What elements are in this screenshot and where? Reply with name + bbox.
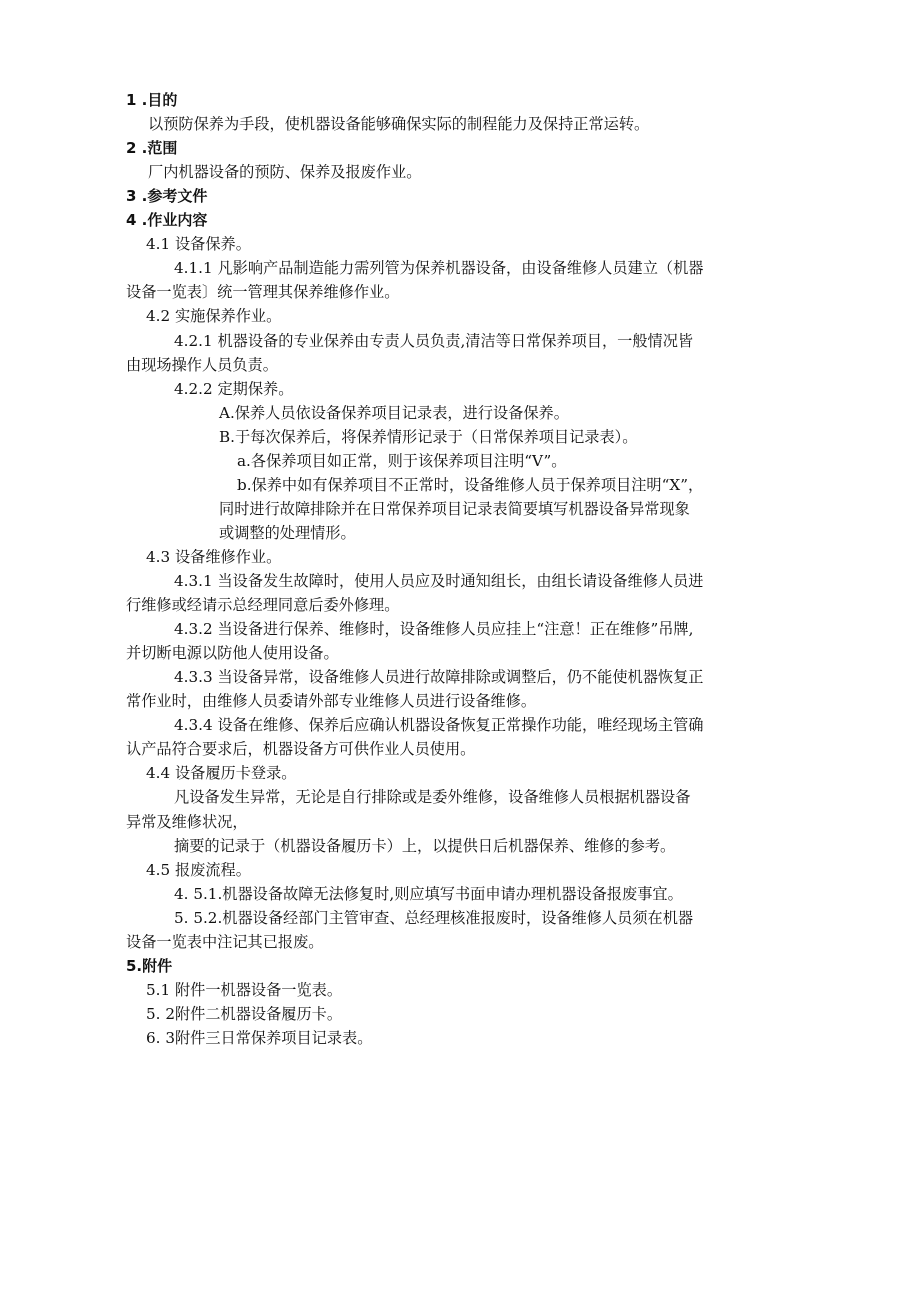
paragraph-line: 4.5 报废流程。 — [146, 861, 251, 879]
paragraph-line: 4.3.3 当设备异常，设备维修人员进行故障排除或调整后，仍不能使机器恢复正 — [174, 668, 704, 686]
paragraph-line: 设备一览表〕统一管理其保养维修作业。 — [126, 283, 400, 301]
paragraph-line: b.保养中如有保养项目不正常时，设备维修人员于保养项目注明“X”， — [237, 476, 704, 494]
paragraph-line: 4.3.4 设备在维修、保养后应确认机器设备恢复正常操作功能，唯经现场主管确 — [174, 716, 704, 734]
paragraph-line: 4.3.2 当设备进行保养、维修时，设备维修人员应挂上“注意！正在维修”吊牌, — [174, 620, 694, 638]
paragraph-line: 4.4 设备履历卡登录。 — [146, 764, 297, 782]
paragraph-line: 以预防保养为手段，使机器设备能够确保实际的制程能力及保持正常运转。 — [148, 115, 650, 133]
paragraph-line: 设备一览表中注记其已报废。 — [126, 933, 324, 951]
paragraph-line: 常作业时，由维修人员委请外部专业维修人员进行设备维修。 — [126, 692, 537, 710]
paragraph-line: 4.1 设备保养。 — [146, 235, 251, 253]
paragraph-line: B.于每次保养后，将保养情形记录于（日常保养项目记录表）。 — [219, 428, 638, 446]
paragraph-line: 4.3 设备维修作业。 — [146, 548, 282, 566]
paragraph-line: 4.1.1 凡影响产品制造能力需列管为保养机器设备，由设备维修人员建立（机器 — [174, 259, 704, 277]
paragraph-line: 行维修或经请示总经理同意后委外修理。 — [126, 596, 400, 614]
section-heading: 4 .作业内容 — [126, 211, 208, 229]
paragraph-line: 4.3.1 当设备发生故障时，使用人员应及时通知组长，由组长请设备维修人员进 — [174, 572, 704, 590]
paragraph-line: 厂内机器设备的预防、保养及报废作业。 — [148, 163, 422, 181]
paragraph-line: A.保养人员依设备保养项目记录表，进行设备保养。 — [219, 404, 569, 422]
section-heading: 1 .目的 — [126, 91, 178, 109]
paragraph-line: 凡设备发生异常，无论是自行排除或是委外维修，设备维修人员根据机器设备 — [174, 788, 691, 806]
paragraph-line: 并切断电源以防他人使用设备。 — [126, 644, 339, 662]
paragraph-line: a.各保养项目如正常，则于该保养项目注明“V”。 — [237, 452, 567, 470]
paragraph-line: 5. 5.2.机器设备经部门主管审查、总经理核准报废时，设备维修人员须在机器 — [174, 909, 694, 927]
paragraph-line: 4.2 实施保养作业。 — [146, 307, 282, 325]
section-heading: 5.附件 — [126, 957, 173, 975]
paragraph-line: 异常及维修状况， — [126, 813, 248, 831]
paragraph-line: 5.1 附件一机器设备一览表。 — [146, 981, 343, 999]
paragraph-line: 4.2.1 机器设备的专业保养由专责人员负责,清洁等日常保养项目，一般情况皆 — [174, 332, 694, 350]
paragraph-line: 或调整的处理情形。 — [219, 524, 356, 542]
paragraph-line: 摘要的记录于（机器设备履历卡）上，以提供日后机器保养、维修的参考。 — [174, 837, 676, 855]
paragraph-line: 同时进行故障排除并在日常保养项目记录表简要填写机器设备异常现象 — [219, 500, 690, 518]
paragraph-line: 6. 3附件三日常保养项目记录表。 — [146, 1029, 373, 1047]
paragraph-line: 4.2.2 定期保养。 — [174, 380, 294, 398]
section-heading: 2 .范围 — [126, 139, 178, 157]
paragraph-line: 认产品符合要求后，机器设备方可供作业人员使用。 — [126, 740, 476, 758]
section-heading: 3 .参考文件 — [126, 187, 208, 205]
paragraph-line: 5. 2附件二机器设备履历卡。 — [146, 1005, 343, 1023]
paragraph-line: 4. 5.1.机器设备故障无法修复时,则应填写书面申请办理机器设备报废事宜。 — [174, 885, 683, 903]
paragraph-line: 由现场操作人员负责。 — [126, 356, 278, 374]
